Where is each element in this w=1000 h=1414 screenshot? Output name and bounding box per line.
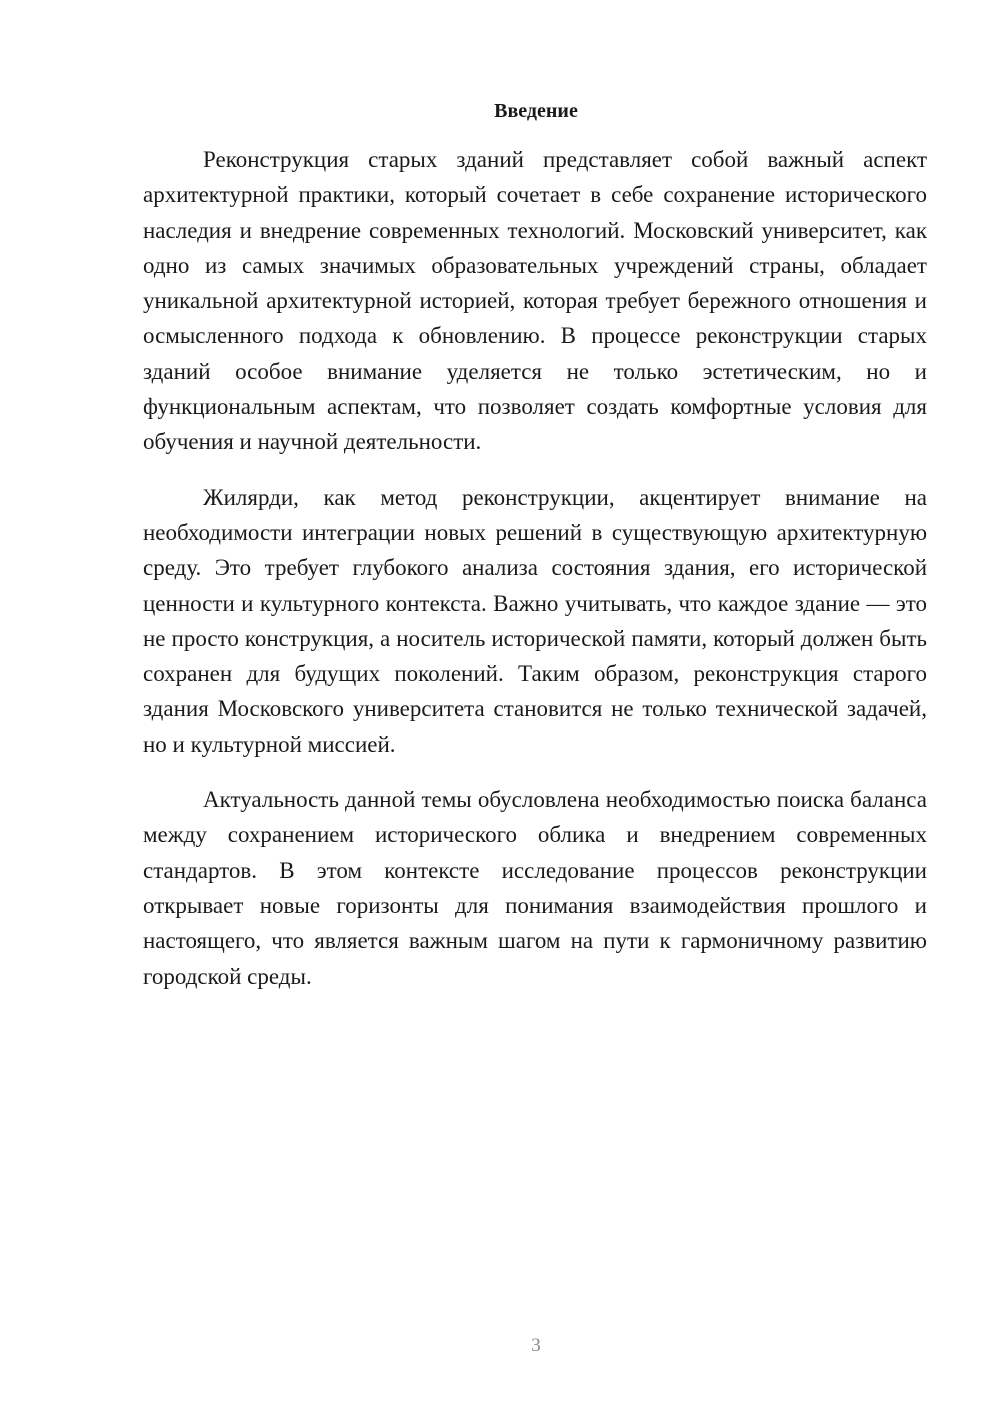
- page-title: Введение: [494, 100, 578, 122]
- paragraph-introduction-2: Жилярди, как метод реконструкции, акцентирует внимание на необходимости интеграции новых решений в существующую архитектурную среду. Это требует глубокого анализа состояния здания, его исторической ценности и культурного контекста. Важно учитывать, что каждое здание — это не просто конструкция, а носитель исторической памяти, который должен быть сохранен для будущих поколений. Таким образом, реконструкция старого здания Московского университета становится не только технической задачей, но и культурной миссией.: [143, 484, 927, 757]
- body-text: [143, 142, 927, 1014]
- paragraph-introduction-3: Актуальность данной темы обусловлена необходимостью поиска баланса между сохранением исторического облика и внедрением современных стандартов. В этом контексте исследование процессов реконструкции открывает новые горизонты для понимания взаимодействия прошлого и настоящего, что является важным шагом на пути к гармоничному развитию городской среды.: [143, 787, 927, 989]
- paragraph-introduction-1: Реконструкция старых зданий представляет собой важный аспект архитектурной практики, который сочетает в себе сохранение исторического наследия и внедрение современных технологий. Московский университет, как одно из самых значимых образовательных учреждений страны, обладает уникальной архитектурной историей, которая требует бережного отношения и осмысленного подхода к обновлению. В процессе реконструкции старых зданий особое внимание уделяется не только эстетическим, но и функциональным аспектам, что позволяет создать комфортные условия для обучения и научной деятельности.: [143, 147, 927, 455]
- page-number: 3: [531, 1335, 541, 1356]
